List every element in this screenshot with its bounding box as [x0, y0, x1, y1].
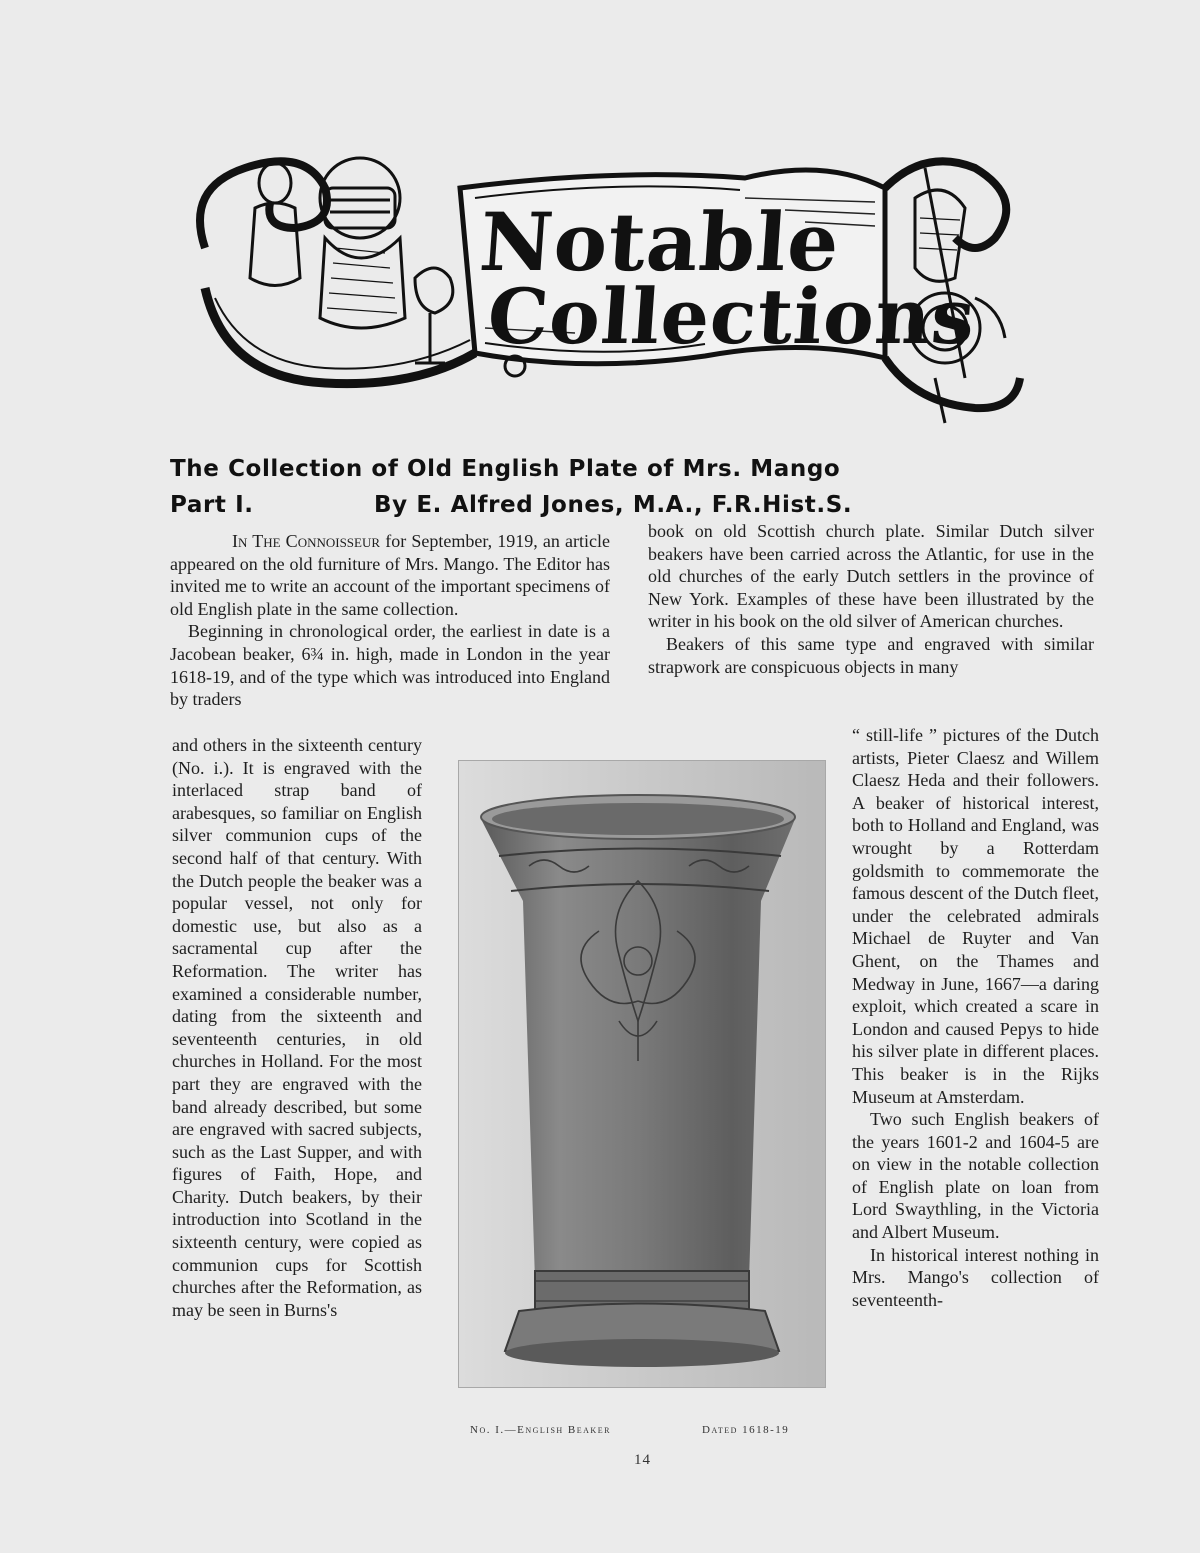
banner-title-line-2: Collections [484, 272, 979, 361]
left-column-top [170, 530, 610, 711]
beaker-illustration [459, 761, 825, 1387]
article-part-label: Part I. [170, 492, 254, 518]
right-column-top [648, 520, 1094, 678]
page-number: 14 [634, 1452, 651, 1468]
left-column-narrow [172, 734, 422, 1321]
banner-title-line-1: Notable [476, 195, 843, 289]
article-title: The Collection of Old English Plate of Mrs. Mango [170, 456, 841, 482]
paragraph-english-beakers: Two such English beakers of the years 1601-2 and 1604-5 are on view in the notable collection of English plate on loan from Lord Swaythling, in the Victoria and Albert Museum. [852, 1109, 1099, 1243]
paragraph-still-life-cont: “ still-life ” pictures of the Dutch artists, Pieter Claesz and Willem Claesz Heda and their followers. A beaker of historical interest, both to Holland and England, was wrought by a Rotterdam goldsmith to commemorate the famous descent of the Dutch fleet, under the celebrated admirals Michael de Ruyter and Van Ghent, on the Thames and Medway in June, 1667—a daring exploit, which created a scare in London and caused Pepys to hide his silver plate in different places. This beaker is in the Rijks Museum at Amsterdam. [852, 725, 1099, 1107]
paragraph-intro: In The Connoisseur for September, 1919, an article appeared on the old furniture of Mrs. Mango. The Editor has invited me to write an account of the important specimens of old English plate in the same collection. [170, 531, 611, 619]
article-byline: By E. Alfred Jones, M.A., F.R.Hist.S. [374, 492, 853, 518]
paragraph-jacobean-beaker-cont: and others in the sixteenth century (No. i.). It is engraved with the interlaced strap band of arabesques, so familiar on English silver communion cups of the second half of that century. With the Dutch people the beaker was a popular vessel, not only for domestic use, but also as a sacramental cup after the Reformation. The writer has examined a considerable number, dating from the sixteenth and seventeenth centuries, in old churches in Holland. For the most part they are engraved with the band already described, but some are engraved with sacred subjects, such as the Last Supper, and with figures of Faith, Hope, and Charity. Dutch beakers, by their introduction into Scotland in the sixteenth century, were copied as communion cups for Scottish churches after the Reformation, as may be seen in Burns's [172, 735, 422, 1320]
paragraph-historical-interest: In historical interest nothing in Mrs. Mango's collection of seventeenth- [852, 1244, 1099, 1310]
paragraph-still-life: Beakers of this same type and engraved with similar strapwork are conspicuous objects in many [648, 633, 1094, 677]
dropcap-lead: In The Connoisseur [232, 531, 381, 551]
paragraph-jacobean-beaker: Beginning in chronological order, the earliest in date is a Jacobean beaker, 6¾ in. high, made in London in the year 1618-19, and of the type which was introduced into England by traders [170, 621, 610, 710]
paragraph-scottish-plate: book on old Scottish church plate. Similar Dutch silver beakers have been carried across the Atlantic, for use in the old churches of the early Dutch settlers in the province of New York. Examples of these have been illustrated by the writer in his book on the old silver of American churches. [648, 521, 1094, 632]
beaker-photograph [458, 760, 826, 1388]
right-column-narrow [852, 724, 1099, 1311]
figure-caption-date: Dated 1618-19 [702, 1424, 790, 1436]
figure-caption-title: No. I.—English Beaker [470, 1424, 611, 1436]
